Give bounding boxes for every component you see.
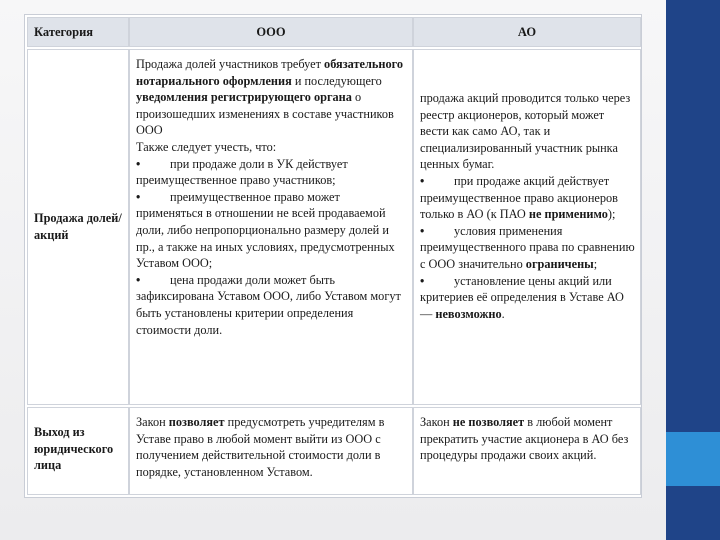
ao-intro: продажа акций проводится только через реестр акционеров, который может вести как само АО, так и специализированный участник рынка ценных бумаг.	[420, 91, 631, 172]
list-item-continuation: зафиксирована Уставом ООО, либо Уставом могут быть установлены критерии определения стоимости доли.	[136, 289, 401, 337]
list-item: • при продаже акций действует	[420, 173, 610, 188]
ooo-intro: Продажа долей участников требует обязательного нотариального оформления и последующего уведомления регистрирующего органа о произошедших изменениях в составе участников ООО	[136, 57, 404, 138]
comparison-table	[24, 14, 642, 498]
exit-ooo-text: Закон позволяет предусмотреть учредителям в Уставе право в любой момент выйти из ООО с получением действительной стоимости доли в порядке, установленном Уставом.	[136, 415, 385, 479]
list-item: • преимущественное право может	[136, 189, 340, 204]
header-ooo: ООО	[129, 17, 413, 47]
row-exit-ao-cell	[413, 407, 641, 495]
row-sale-ooo-cell	[129, 49, 413, 405]
list-item: • установление цены акций или	[420, 273, 612, 288]
header-ao: АО	[413, 17, 641, 47]
decorative-accent-square	[666, 432, 720, 486]
list-item-continuation: преимущественного права по сравнению с ООО значительно ограничены;	[420, 240, 635, 271]
ooo-also-note: Также следует учесть, что:	[136, 139, 277, 154]
header-category: Категория	[27, 17, 129, 47]
list-item: • при продаже доли в УК действует	[136, 156, 348, 171]
list-item: • цена продажи доли может быть	[136, 272, 335, 287]
list-item-continuation: преимущественное право акционеров только в АО (к ПАО не применимо);	[420, 190, 618, 222]
list-item: • условия применения	[420, 223, 563, 238]
row-exit-category: Выход из юридического лица	[27, 407, 129, 495]
row-sale-category: Продажа долей/акций	[27, 49, 129, 405]
exit-ao-text: Закон не позволяет в любой момент прекратить участие акционера в АО без процедуры продажи своих акций.	[420, 415, 629, 463]
list-item-continuation: преимущественное право участников;	[136, 173, 336, 188]
row-sale-ao-cell	[413, 49, 641, 405]
list-item-continuation: применяться в отношении не всей продаваемой доли, либо непропорционально размеру долей и пр., а также на иных условиях, предусмотренных Уставом ООО;	[136, 206, 395, 271]
row-exit-ooo-cell	[129, 407, 413, 495]
list-item-continuation: критериев её определения в Уставе АО — невозможно.	[420, 290, 624, 321]
